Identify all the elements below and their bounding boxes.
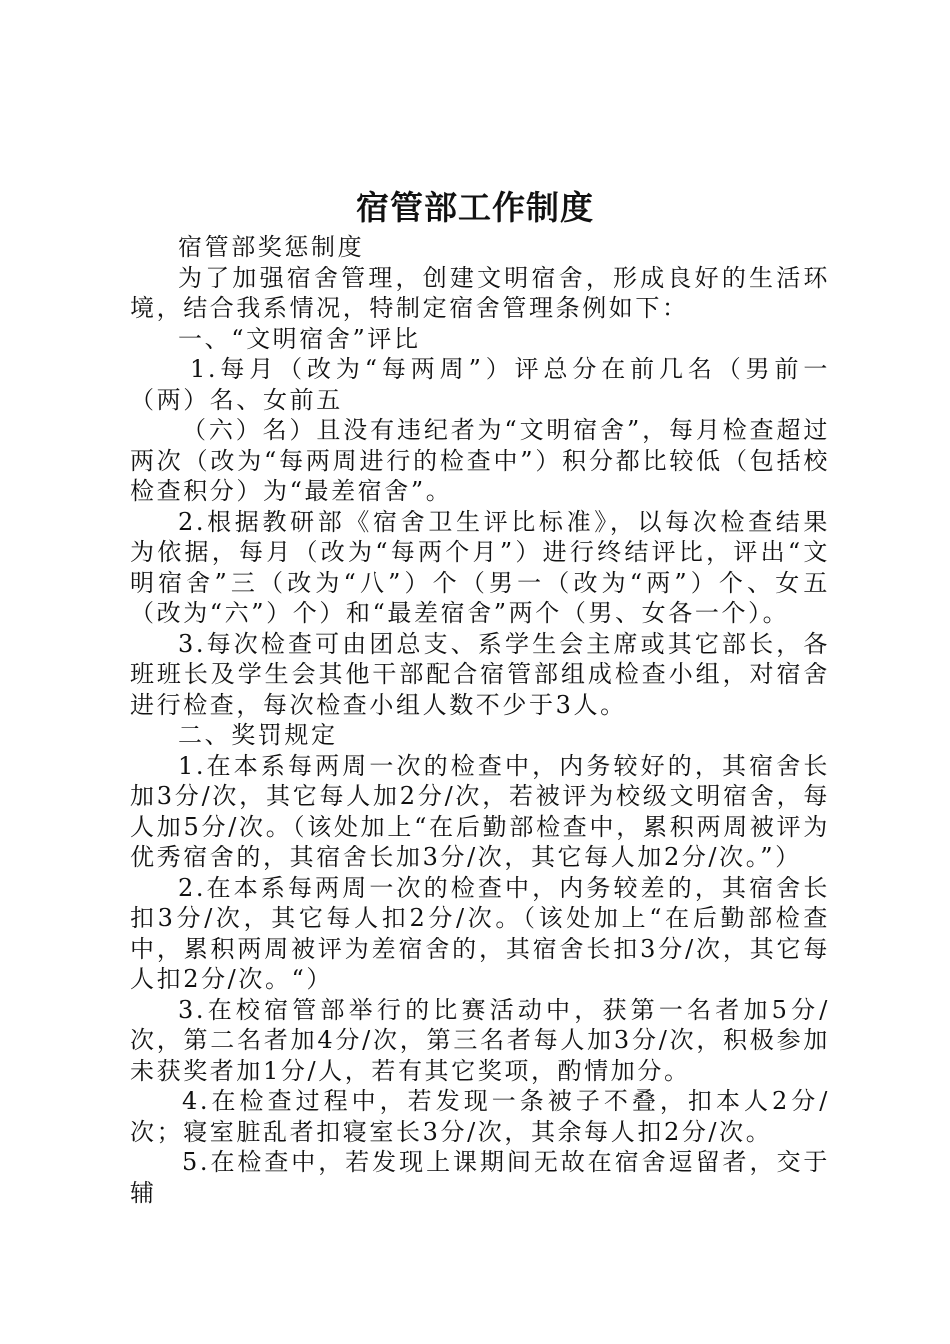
reward-rule-1: 1.在本系每两周一次的检查中，内务较好的，其宿舍长加3分/次，其它每人加2分/次，若被评为校级文明宿舍，每人加5分/次。（该处加上“在后勤部检查中，累积两周被评为优秀宿舍的，其宿舍长加3分/次，其它每人加2分/次。”）	[130, 751, 830, 871]
reward-rule-4: 4.在检查过程中，若发现一条被子不叠，扣本人2分/次；寝室脏乱者扣寝室长3分/次，其余每人扣2分/次。	[130, 1087, 830, 1146]
section-heading-rewards-penalties: 二、奖罚规定	[178, 721, 338, 749]
rule-paragraph-1: 1.每月（改为“每两周”）评总分在前几名（男前一（两）名、女前五	[130, 355, 830, 414]
section-heading-rewards: 宿管部奖惩制度	[178, 233, 365, 261]
intro-paragraph: 为了加强宿舍管理，创建文明宿舍，形成良好的生活环境，结合我系情况，特制定宿舍管理条例如下：	[130, 263, 830, 322]
rule-paragraph-2: 2.根据教研部《宿舍卫生评比标准》，以每次检查结果为依据，每月（改为“每两个月”）进行终结评比，评出“文明宿舍”三（改为“八”）个（男一（改为“两”）个、女五（改为“六”）个）和“最差宿舍”两个（男、女各一个）。	[130, 507, 830, 627]
document-title: 宿管部工作制度	[356, 188, 594, 227]
reward-rule-5: 5.在检查中，若发现上课期间无故在宿舍逗留者，交于辅	[130, 1148, 830, 1207]
reward-rule-3: 3.在校宿管部举行的比赛活动中，获第一名者加5分/次，第二名者加4分/次，第三名者每人加3分/次，积极参加未获奖者加1分/人，若有其它奖项，酌情加分。	[130, 995, 830, 1085]
section-heading-civilized-dorm: 一、“文明宿舍”评比	[178, 324, 421, 353]
rule-paragraph-1-cont: （六）名）且没有违纪者为“文明宿舍”，每月检查超过两次（改为“每两周进行的检查中”）积分都比较低（包括校检查积分）为“最差宿舍”。	[130, 416, 830, 505]
reward-rule-2: 2.在本系每两周一次的检查中，内务较差的，其宿舍长扣3分/次，其它每人扣2分/次。（该处加上“在后勤部检查中，累积两周被评为差宿舍的，其宿舍长扣3分/次，其它每人扣2分/次。“）	[130, 873, 830, 993]
document-body	[130, 232, 830, 1208]
rule-paragraph-3: 3.每次检查可由团总支、系学生会主席或其它部长，各班班长及学生会其他干部配合宿管部组成检查小组，对宿舍进行检查，每次检查小组人数不少于3人。	[130, 629, 830, 719]
